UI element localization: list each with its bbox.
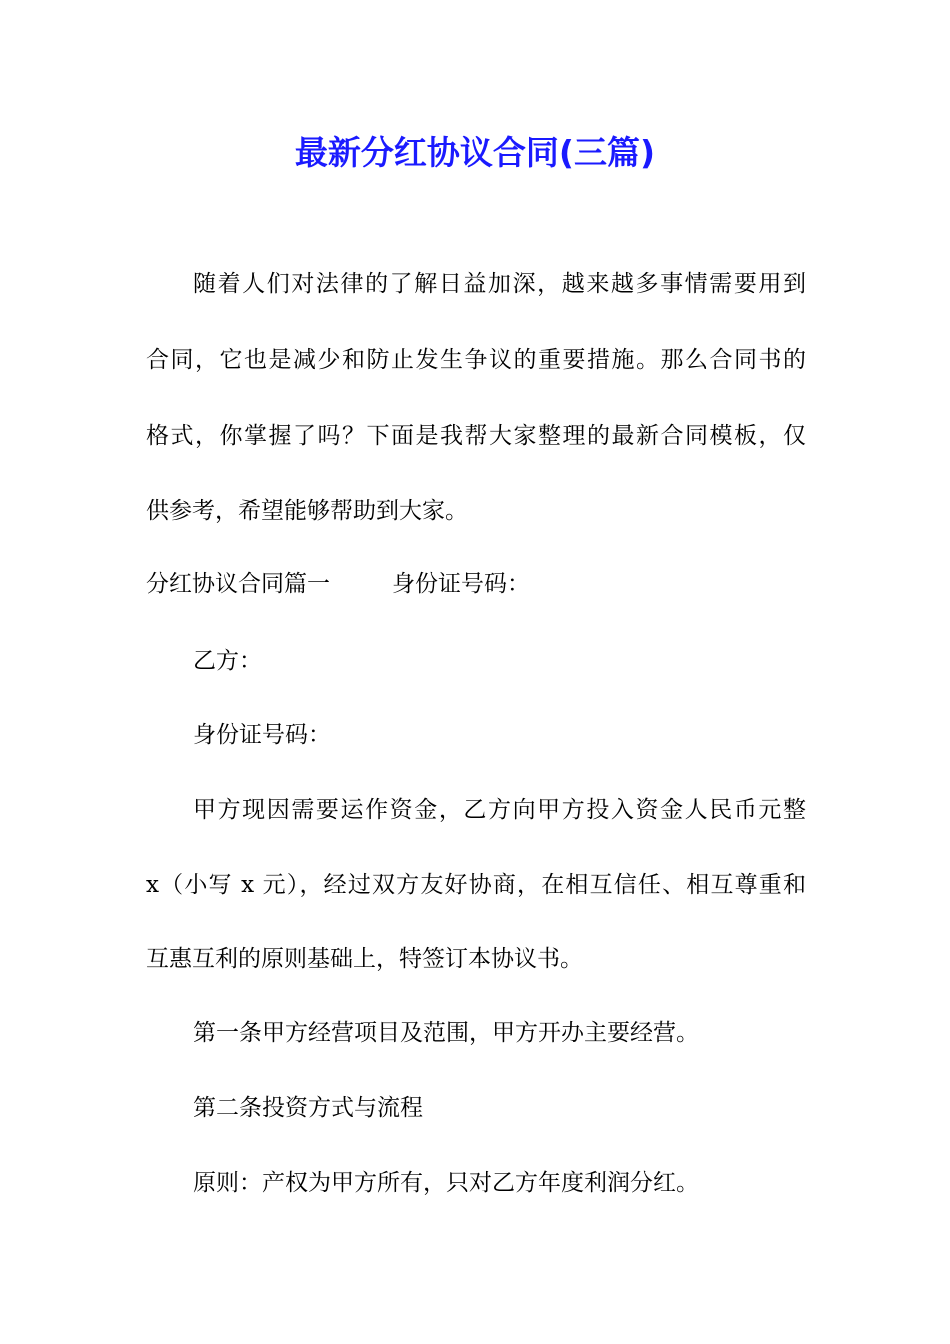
paragraph-line: 甲方现因需要运作资金，乙方向甲方投入资金人民币元整 <box>193 797 806 823</box>
paragraph-line: 互惠互利的原则基础上，特签订本协议书。 <box>146 946 583 972</box>
party-b-label: 乙方： <box>193 648 262 674</box>
id-number-label: 身份证号码： <box>392 571 530 597</box>
paragraph-line: 合同，它也是减少和防止发生争议的重要措施。那么合同书的 <box>146 347 806 373</box>
paragraph-line: 随着人们对法律的了解日益加深，越来越多事情需要用到 <box>193 271 806 297</box>
paragraph-line: 供参考，希望能够帮助到大家。 <box>146 498 468 524</box>
section-heading-line <box>146 568 806 600</box>
principle-line: 原则：产权为甲方所有，只对乙方年度利润分红。 <box>193 1170 699 1196</box>
article-two: 第二条投资方式与流程 <box>193 1095 423 1121</box>
paragraph-line: 格式，你掌握了吗？下面是我帮大家整理的最新合同模板，仅 <box>146 423 806 449</box>
document-title: 最新分红协议合同(三篇) <box>294 133 656 172</box>
paragraph-line: x（小写 x 元），经过双方友好协商，在相互信任、相互尊重和 <box>146 872 806 898</box>
section-heading: 分红协议合同篇一 <box>146 571 330 597</box>
article-one: 第一条甲方经营项目及范围，甲方开办主要经营。 <box>193 1020 699 1046</box>
id-number-label: 身份证号码： <box>193 722 331 748</box>
